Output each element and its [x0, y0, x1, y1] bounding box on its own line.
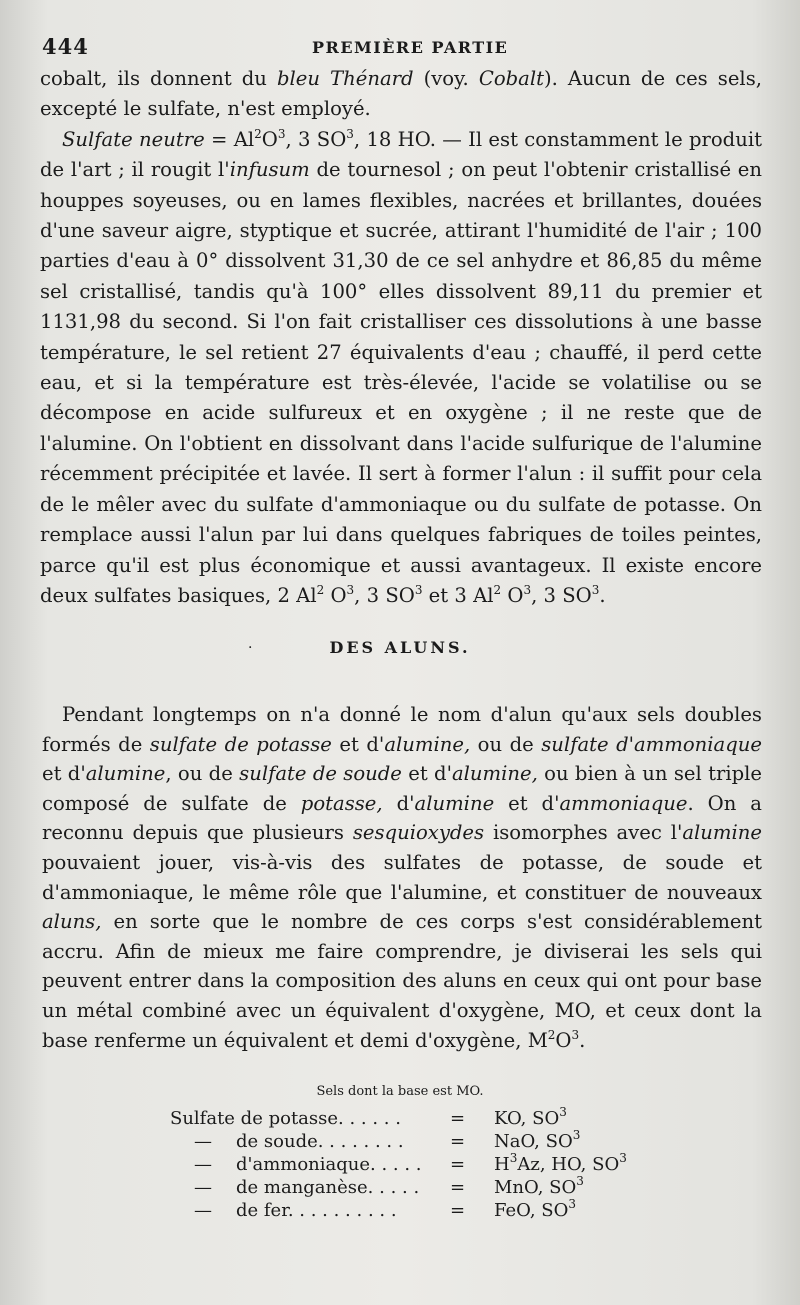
body-text-aluns: [42, 700, 762, 1055]
paragraph-sulfate-neutre: Sulfate neutre = $Al^2O^3$, 3 $SO^3$, 18 HO. — Il est constamment le produit de l'art ; il rougit l'infusum de tournesol ; on peut l'obtenir cristallisé en houppes soyeuses, ou en lames flexibles, nacrées et brillantes, douées d'une saveur aigre, styptique et sucrée, attirant l'humidité de l'air ; 100 parties d'eau à 0° dissolvent 31,30 de ce sel anhydre et 86,85 du même sel cristallisé, tandis qu'à 100° elles dissolvent 89,11 du premier et 1131,98 du second. Si l'on fait cristalliser ces dissolutions à une basse température, le sel retient 27 équivalents d'eau ; chauffé, il perd cette eau, et si la température est très-élevée, l'acide se volatilise ou se décompose en acide sulfureux et en oxygène ; il ne reste que de l'alumine. On l'obtient en dissolvant dans l'acide sulfurique de l'alumine récemment précipitée et lavée. Il sert à former l'alun : il suffit pour cela de le mêler avec du sulfate d'ammoniaque ou du sulfate de potasse. On remplace aussi l'alun par lui dans quelques fabriques de toiles peintes, parce qu'il est plus économique et aussi avantageux. Il existe encore deux sulfates basiques, 2 Al$^2$ $O^3$, 3 $SO^3$ et 3 Al$^2$ $O^3$, 3 $SO^3$.: [40, 126, 763, 607]
salt-name: — de manganèse. . . . .: [194, 1177, 420, 1198]
paragraph-cobalt: cobalt, ils donnent du bleu Thénard (voy. Cobalt). Aucun de ces sels, excepté le sulfate, n'est employé.: [40, 67, 762, 121]
page-header: [42, 34, 758, 64]
salt-formula: KO, $SO^3$: [494, 1105, 567, 1129]
table-row: [170, 1105, 610, 1131]
salt-name: Sulfate de potasse. . . . . .: [170, 1108, 401, 1129]
salt-formula: NaO, $SO^3$: [494, 1128, 581, 1152]
table-caption: Sels dont la base est MO.: [316, 1084, 484, 1099]
page-number: 444: [42, 34, 89, 59]
salt-formula: MnO, $SO^3$: [494, 1174, 584, 1198]
table-row: [170, 1128, 610, 1154]
salt-name: — de fer. . . . . . . . . .: [194, 1200, 397, 1221]
equals-sign: =: [450, 1177, 466, 1198]
table-row: [170, 1174, 610, 1200]
equals-sign: =: [450, 1108, 466, 1129]
salt-name: — d'ammoniaque. . . . .: [194, 1154, 422, 1175]
term-sulfate-neutre: Sulfate neutre: [62, 127, 205, 151]
salt-formula: $H^3Az$, HO, $SO^3$: [494, 1151, 627, 1175]
paragraph-aluns: Pendant longtemps on n'a donné le nom d'alun qu'aux sels doubles formés de sulfate de potasse et d'alumine, ou de sulfate d'ammoniaque et d'alumine, ou de sulfate de soude et d'alumine, ou bien à un sel triple composé de sulfate de potasse, d'alumine et d'ammoniaque. On a reconnu depuis que plusieurs sesquioxydes isomorphes avec l'alumine pouvaient jouer, vis-à-vis des sulfates de potasse, de soude et d'ammoniaque, le même rôle que l'alumine, et constituer de nouveaux aluns, en sorte que le nombre de ces corps s'est considérablement accru. Afin de mieux me faire comprendre, je diviserai les sels qui peuvent entrer dans la composition des aluns en ceux qui ont pour base un métal combiné avec un équivalent d'oxygène, MO, et ceux dont la base renferme un équivalent et demi d'oxygène, $M^2O^3$.: [42, 703, 762, 1052]
running-title: PREMIÈRE PARTIE: [312, 38, 509, 57]
formula-table: [170, 1105, 627, 1223]
salt-name: — de soude. . . . . . . .: [194, 1131, 404, 1152]
equals-sign: =: [450, 1154, 466, 1175]
equals-sign: =: [450, 1131, 466, 1152]
table-row: [170, 1151, 627, 1177]
section-dot: ·: [248, 640, 253, 656]
section-title: DES ALUNS.: [329, 638, 471, 657]
table-row: [170, 1197, 610, 1223]
body-text-top: [40, 64, 762, 611]
salt-formula: FeO, $SO^3$: [494, 1197, 577, 1221]
equals-sign: =: [450, 1200, 466, 1221]
